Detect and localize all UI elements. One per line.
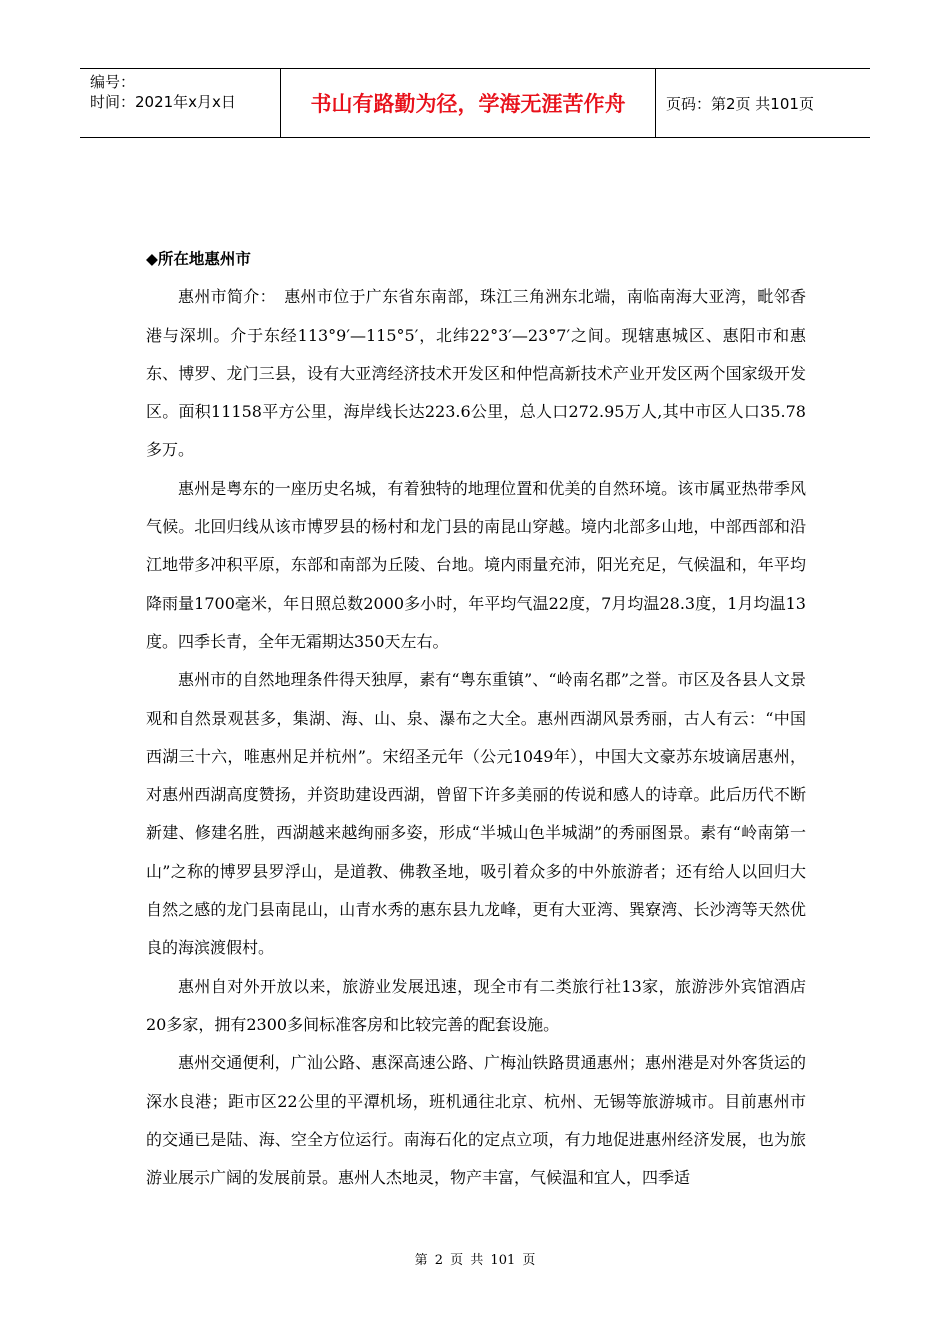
paragraph-scenery: 惠州市的自然地理条件得天独厚，素有“粤东重镇”、“岭南名郡”之誉。市区及各县人文景观和自然景观甚多，集湖、海、山、泉、瀑布之大全。惠州西湖风景秀丽，古人有云：“中国西湖三十六，唯惠州足并杭州”。宋绍圣元年（公元1049年），中国大文豪苏东坡谪居惠州，对惠州西湖高度赞扬，并资助建设西湖，曾留下许多美丽的传说和感人的诗章。此后历代不断新建、修建名胜，西湖越来越绚丽多姿，形成“半城山色半城湖”的秀丽图景。素有“岭南第一山”之称的博罗县罗浮山，是道教、佛教圣地，吸引着众多的中外旅游者；还有给人以回归大自然之感的龙门县南昆山，山青水秀的惠东县九龙峰，更有大亚湾、巽寮湾、长沙湾等天然优良的海滨渡假村。 (146, 670, 806, 958)
time-label: 时间：2021年x月x日 (90, 93, 236, 111)
header-motto: 书山有路勤为径，学海无涯苦作舟 (281, 69, 656, 137)
serial-label: 编号： (90, 73, 136, 91)
paragraph-geography: 惠州是粤东的一座历史名城，有着独特的地理位置和优美的自然环境。该市属亚热带季风气候。北回归线从该市博罗县的杨村和龙门县的南昆山穿越。境内北部多山地，中部西部和沿江地带多冲积平原，东部和南部为丘陵、台地。境内雨量充沛，阳光充足，气候温和，年平均降雨量1700毫米，年日照总数2000多小时，年平均气温22度，7月均温28.3度，1月均温13度。四季长青，全年无霜期达350天左右。 (146, 478, 806, 651)
page-footer: 第 2 页 共 101 页 (414, 1253, 536, 1268)
header-meta (80, 69, 281, 137)
paragraph-intro: 惠州市简介： 惠州市位于广东省东南部，珠江三角洲东北端，南临南海大亚湾，毗邻香港与深圳。介于东经113°9′—115°5′，北纬22°3′—23°7′之间。现辖惠城区、惠阳市和惠东、博罗、龙门三县，设有大亚湾经济技术开发区和仲恺高新技术产业开发区两个国家级开发区。面积11158平方公里，海岸线长达223.6公里，总人口272.95万人,其中市区人口35.78多万。 (146, 287, 806, 460)
paragraph-transport: 惠州交通便利，广汕公路、惠深高速公路、广梅汕铁路贯通惠州；惠州港是对外客货运的深水良港；距市区22公里的平潭机场，班机通往北京、杭州、无锡等旅游城市。目前惠州市的交通已是陆、海、空全方位运行。南海石化的定点立项，有力地促进惠州经济发展，也为旅游业展示广阔的发展前景。惠州人杰地灵，物产丰富，气候温和宜人，四季适 (146, 1053, 806, 1188)
header-page-info: 页码：第2页 共101页 (666, 94, 814, 113)
section-heading: ◆所在地惠州市 (146, 250, 251, 268)
paragraph-tourism: 惠州自对外开放以来，旅游业发展迅速，现全市有二类旅行社13家，旅游涉外宾馆酒店20多家，拥有2300多间标准客房和比较完善的配套设施。 (146, 976, 806, 1034)
page-header (80, 68, 870, 138)
document-body (146, 240, 806, 1197)
